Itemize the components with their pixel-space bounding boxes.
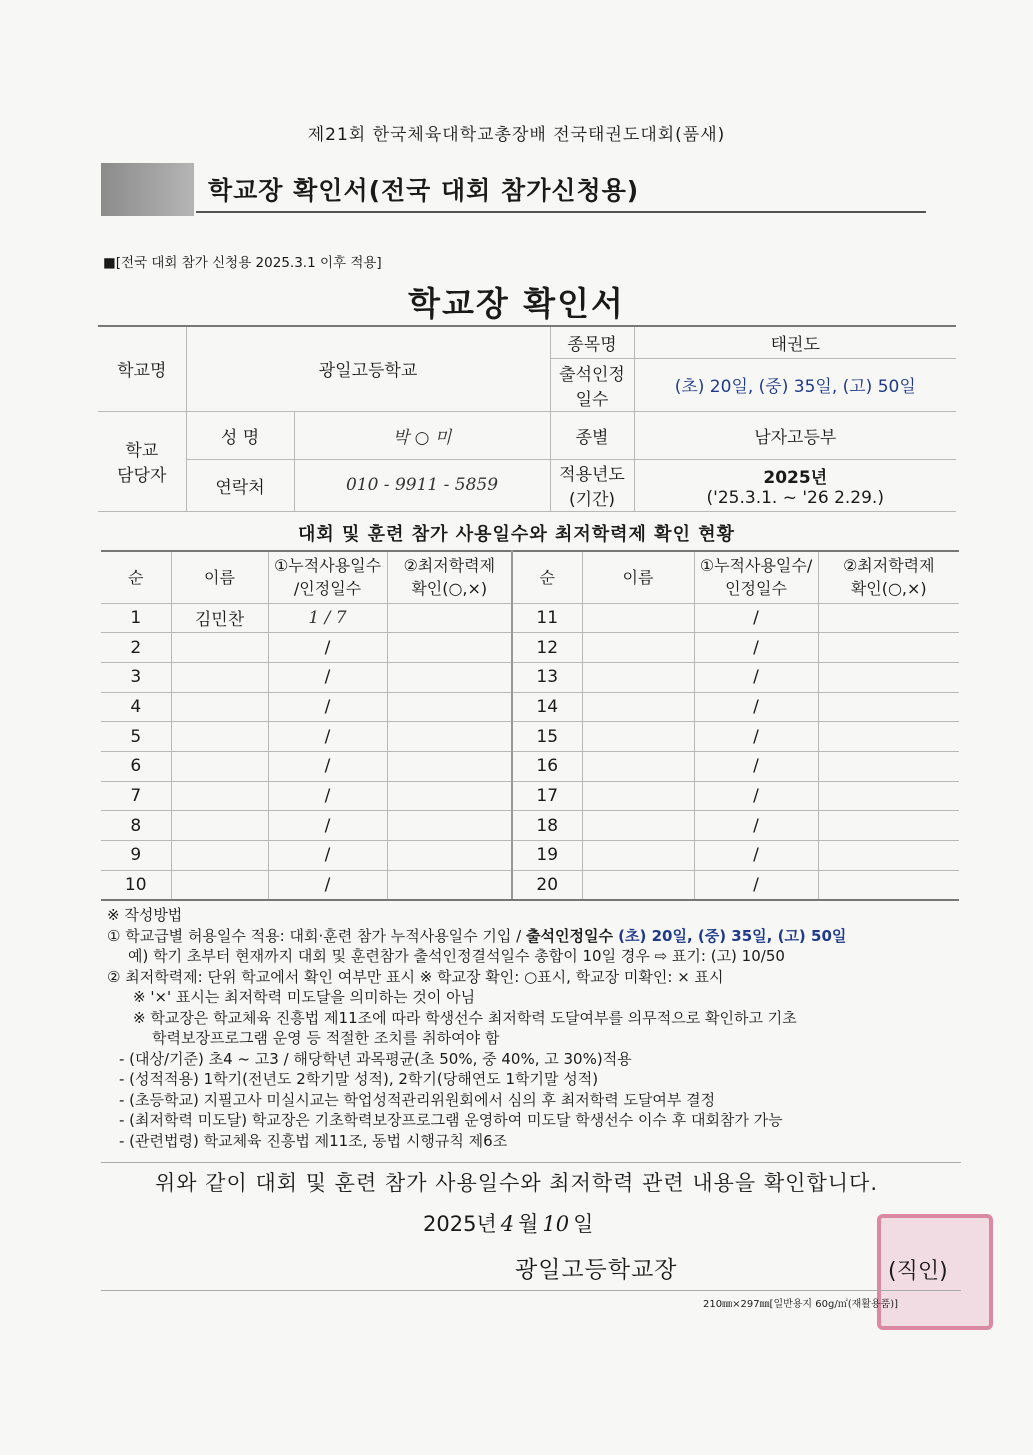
notes-heading: ※ 작성방법	[107, 906, 183, 924]
row-check-right	[818, 692, 959, 722]
row-no: 7	[101, 781, 171, 811]
banner-title: 학교장 확인서(전국 대회 참가신청용)	[208, 176, 640, 205]
col-header-no-right: 순	[512, 551, 582, 603]
row-check	[387, 722, 512, 752]
school-label: 학교명	[98, 326, 186, 411]
manager-label	[98, 411, 186, 511]
year-label-line2: (기간)	[568, 490, 616, 510]
row-name-right	[582, 603, 694, 633]
event-title: 제21회 한국체육대학교총장배 전국태권도대회(품새)	[307, 125, 726, 145]
attendance-label-line2: 일수	[575, 389, 609, 410]
row-no: 2	[101, 633, 171, 663]
category-label: 종별	[550, 411, 634, 459]
row-days: /	[268, 662, 387, 692]
note-1-days: (초) 20일, (중) 35일, (고) 50일	[612, 926, 847, 945]
row-check	[387, 841, 512, 871]
row-days-right: /	[694, 722, 818, 752]
attendance-label	[550, 358, 634, 411]
contact-label: 연락처	[186, 459, 294, 511]
table-row	[101, 781, 959, 811]
row-no: 10	[101, 870, 171, 900]
row-no-right: 14	[512, 692, 582, 722]
seal-label: (직인)	[888, 1259, 948, 1284]
row-no: 1	[101, 603, 171, 633]
col-header-check-line1: ②최저학력제	[403, 556, 496, 576]
row-no: 5	[101, 722, 171, 752]
row-days-right: /	[694, 751, 818, 781]
row-name-right	[582, 841, 694, 871]
sport-value: 태권도	[634, 326, 956, 358]
col-header-days	[268, 551, 387, 603]
row-days: /	[268, 841, 387, 871]
row-check-right	[818, 603, 959, 633]
row-days: /	[268, 751, 387, 781]
note-1-highlight: 출석인정일수	[526, 926, 613, 945]
row-check	[387, 811, 512, 841]
attendance-label-line1: 출석인정	[559, 364, 625, 385]
year-label-line1: 적용년도	[559, 465, 625, 485]
row-name	[171, 870, 268, 900]
col-header-check-right	[818, 551, 959, 603]
row-check-right	[818, 781, 959, 811]
row-name: 김민찬	[171, 603, 268, 633]
attendance-value: (초) 20일, (중) 35일, (고) 50일	[634, 358, 956, 411]
row-name-right	[582, 692, 694, 722]
detail-3: - (초등학교) 지필고사 미실시교는 학업성적관리위원회에서 심의 후 최저학력 도달여부 결정	[119, 1090, 716, 1109]
row-name	[171, 781, 268, 811]
row-name	[171, 751, 268, 781]
table-row	[101, 603, 959, 633]
detail-4: - (최저학력 미도달) 학교장은 기초학력보장프로그램 운영하여 미도달 학생선수 이수 후 대회참가 가능	[119, 1111, 783, 1129]
sport-label: 종목명	[550, 326, 634, 358]
col-header-name: 이름	[171, 551, 268, 603]
note-1-text: ① 학교급별 허용일수 적용: 대회·훈련 참가 누적사용일수 기입 /	[107, 926, 526, 945]
table-row	[101, 633, 959, 663]
apply-note: ■[전국 대회 참가 신청용 2025.3.1 이후 적용]	[103, 255, 382, 271]
info-table	[98, 325, 956, 512]
bottom-divider	[101, 1290, 961, 1291]
row-no: 8	[101, 811, 171, 841]
detail-2: - (성적적용) 1학기(전년도 2학기말 성적), 2학기(당해연도 1학기말 성적)	[119, 1070, 599, 1088]
row-no: 4	[101, 692, 171, 722]
note-2-b: ※ 학교장은 학교체육 진흥법 제11조에 따라 학생선수 최저학력 도달여부를 의무적으로 확인하고 기초	[133, 1008, 797, 1027]
row-no-right: 17	[512, 781, 582, 811]
row-check	[387, 603, 512, 633]
year-value	[634, 459, 956, 511]
roster-table	[101, 550, 959, 901]
row-no: 3	[101, 662, 171, 692]
row-days-right: /	[694, 841, 818, 871]
row-name-right	[582, 751, 694, 781]
row-name-right	[582, 633, 694, 663]
year-value-line1: 2025년	[763, 467, 828, 488]
row-days: /	[268, 692, 387, 722]
table-row	[101, 841, 959, 871]
row-name	[171, 811, 268, 841]
row-name-right	[582, 722, 694, 752]
row-no-right: 18	[512, 811, 582, 841]
col-header-days-right-line2: 인정일수	[725, 579, 787, 599]
manager-label-line2: 담당자	[117, 466, 167, 486]
contact-value: 010 - 9911 - 5859	[294, 459, 550, 511]
col-header-days-right-line1: ①누적사용일수/	[699, 556, 813, 576]
detail-1: - (대상/기준) 초4 ~ 고3 / 해당학년 과목평균(초 50%, 중 40%, 고 30%)적용	[119, 1049, 632, 1068]
row-name-right	[582, 781, 694, 811]
note-2: ② 최저학력제: 단위 학교에서 확인 여부만 표시 ※ 학교장 확인: ○표시, 학교장 미확인: × 표시	[107, 967, 724, 986]
row-check-right	[818, 662, 959, 692]
banner-underline	[196, 211, 926, 213]
row-check	[387, 692, 512, 722]
table-row	[101, 751, 959, 781]
row-name	[171, 633, 268, 663]
row-check-right	[818, 751, 959, 781]
writing-instructions	[107, 905, 967, 1151]
row-check-right	[818, 811, 959, 841]
table-row	[101, 722, 959, 752]
row-name	[171, 692, 268, 722]
year-value-line2: ('25.3.1. ~ '26 2.29.)	[706, 487, 884, 508]
row-name	[171, 662, 268, 692]
school-value: 광일고등학교	[186, 326, 550, 411]
col-header-name-right: 이름	[582, 551, 694, 603]
row-no: 6	[101, 751, 171, 781]
row-days-right: /	[694, 781, 818, 811]
row-name	[171, 722, 268, 752]
col-header-check	[387, 551, 512, 603]
col-header-days-line1: ①누적사용일수	[273, 556, 382, 576]
manager-label-line1: 학교	[125, 441, 159, 461]
col-header-days-line2: /인정일수	[293, 579, 362, 599]
row-name	[171, 841, 268, 871]
col-header-days-right	[694, 551, 818, 603]
row-no-right: 16	[512, 751, 582, 781]
row-no-right: 15	[512, 722, 582, 752]
row-check	[387, 633, 512, 663]
note-1	[107, 926, 967, 947]
main-title: 학교장 확인서	[408, 284, 625, 323]
row-check-right	[818, 841, 959, 871]
row-check	[387, 751, 512, 781]
row-days-right: /	[694, 662, 818, 692]
row-days-right: /	[694, 870, 818, 900]
table-row	[101, 811, 959, 841]
date-month-unit: 월	[518, 1212, 539, 1236]
row-check-right	[818, 722, 959, 752]
row-name-right	[582, 870, 694, 900]
table-row	[101, 662, 959, 692]
row-check	[387, 781, 512, 811]
row-days: /	[268, 870, 387, 900]
note-1-example: 예) 학기 초부터 현재까지 대회 및 훈련참가 출석인정결석일수 총합이 10일 경우 ⇨ 표기: (고) 10/50	[128, 947, 785, 965]
row-days-right: /	[694, 603, 818, 633]
row-no-right: 12	[512, 633, 582, 663]
confirmation-statement: 위와 같이 대회 및 훈련 참가 사용일수와 최저학력 관련 내용을 확인합니다.	[154, 1171, 878, 1195]
paper-spec: 210㎜×297㎜[일반용지 60g/㎡(재활용품)]	[703, 1299, 899, 1310]
row-days-right: /	[694, 692, 818, 722]
category-value: 남자고등부	[634, 411, 956, 459]
date-day: 10	[542, 1212, 570, 1236]
row-no-right: 19	[512, 841, 582, 871]
col-header-check-right-line1: ②최저학력제	[842, 556, 935, 576]
date-month: 4	[500, 1212, 515, 1236]
table-row	[101, 692, 959, 722]
row-check-right	[818, 870, 959, 900]
table-row	[101, 870, 959, 900]
row-no: 9	[101, 841, 171, 871]
row-days: 1 / 7	[268, 603, 387, 633]
col-header-check-right-line2: 확인(○,×)	[850, 579, 927, 599]
roster-title: 대회 및 훈련 참가 사용일수와 최저학력제 확인 현황	[297, 524, 735, 545]
name-value: 박 ○ 미	[294, 411, 550, 459]
row-check	[387, 870, 512, 900]
row-days: /	[268, 811, 387, 841]
row-name-right	[582, 811, 694, 841]
principal-name: 광일고등학교장	[515, 1257, 678, 1283]
row-days: /	[268, 633, 387, 663]
divider	[101, 1162, 961, 1163]
row-name-right	[582, 662, 694, 692]
row-no-right: 20	[512, 870, 582, 900]
row-no-right: 11	[512, 603, 582, 633]
date-day-unit: 일	[573, 1212, 594, 1236]
signing-date	[423, 1208, 593, 1238]
detail-5: - (관련법령) 학교체육 진흥법 제11조, 동법 시행규칙 제6조	[119, 1131, 508, 1150]
banner-block	[101, 163, 194, 216]
col-header-no: 순	[101, 551, 171, 603]
year-label	[550, 459, 634, 511]
date-year: 2025년	[423, 1212, 497, 1236]
row-check	[387, 662, 512, 692]
row-days-right: /	[694, 633, 818, 663]
note-2-c: 학력보장프로그램 운영 등 적절한 조치를 취하여야 함	[152, 1029, 500, 1047]
row-check-right	[818, 633, 959, 663]
row-days: /	[268, 781, 387, 811]
col-header-check-line2: 확인(○,×)	[411, 579, 488, 599]
row-days-right: /	[694, 811, 818, 841]
name-label: 성 명	[186, 411, 294, 459]
row-no-right: 13	[512, 662, 582, 692]
note-2-a: ※ '×' 표시는 최저학력 미도달을 의미하는 것이 아님	[133, 988, 476, 1006]
row-days: /	[268, 722, 387, 752]
